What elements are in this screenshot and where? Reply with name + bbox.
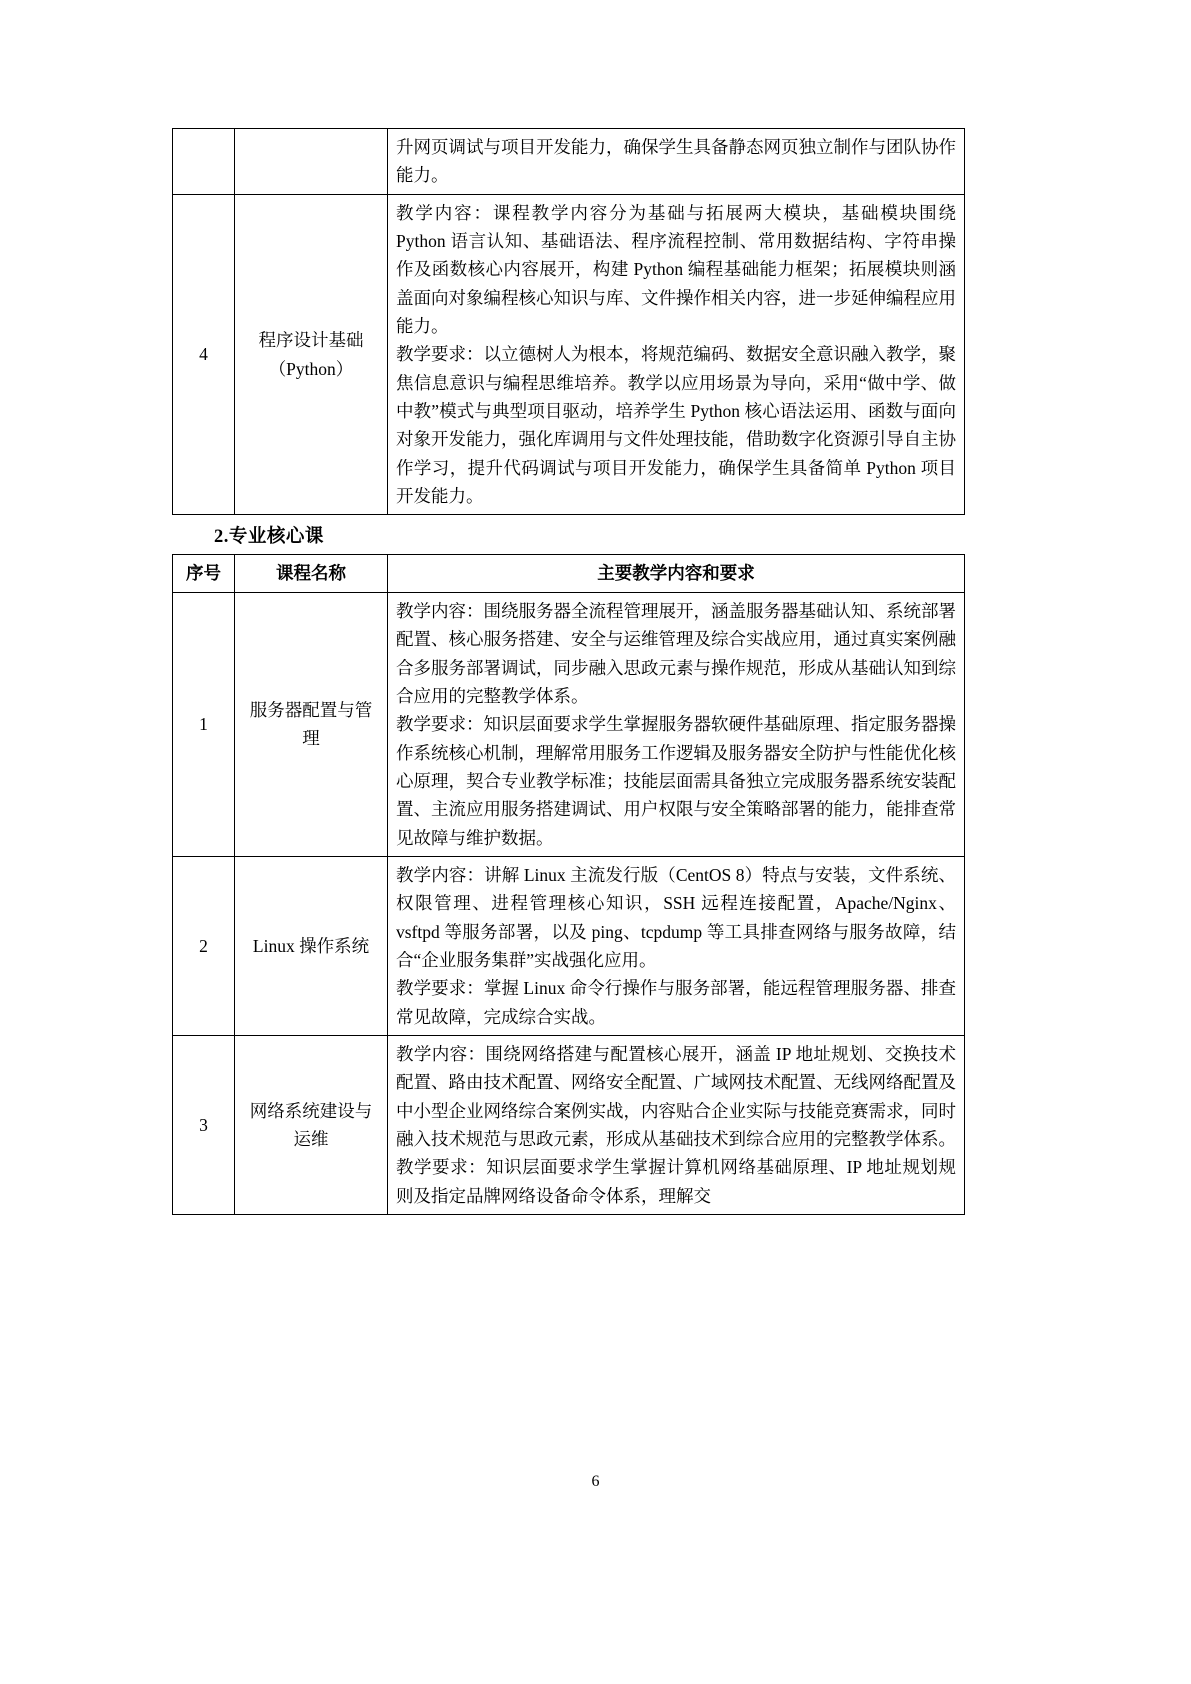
course-name (235, 129, 388, 195)
course-content (388, 856, 965, 1035)
table-row (173, 592, 965, 856)
row-number: 2 (173, 856, 235, 1035)
table-row (173, 856, 965, 1035)
content-paragraph: 教学要求：掌握 Linux 命令行操作与服务部署，能远程管理服务器、排查常见故障，完成综合实战。 (396, 978, 956, 1027)
course-content (388, 129, 965, 195)
column-header-no: 序号 (173, 555, 235, 592)
content-paragraph: 教学内容：课程教学内容分为基础与拓展两大模块，基础模块围绕 Python 语言认知、基础语法、程序流程控制、常用数据结构、字符串操作及函数核心内容展开，构建 Python 编程基础能力框架；拓展模块则涵盖面向对象编程核心知识与库、文件操作相关内容，进一步延伸编程应用能力。 (396, 202, 956, 337)
course-name: Linux 操作系统 (235, 856, 388, 1035)
course-name: 网络系统建设与运维 (235, 1035, 388, 1214)
course-name: 服务器配置与管理 (235, 592, 388, 856)
column-header-name: 课程名称 (235, 555, 388, 592)
content-paragraph: 教学要求：知识层面要求学生掌握计算机网络基础原理、IP 地址规划规则及指定品牌网络设备命令体系，理解交 (396, 1157, 956, 1206)
course-name: 程序设计基础（Python） (235, 194, 388, 515)
course-content (388, 194, 965, 515)
table-row (173, 194, 965, 515)
table-row (173, 129, 965, 195)
content-paragraph: 升网页调试与项目开发能力，确保学生具备静态网页独立制作与团队协作能力。 (396, 137, 956, 186)
page-number: 6 (591, 1473, 600, 1490)
content-paragraph: 教学内容：围绕网络搭建与配置核心展开，涵盖 IP 地址规划、交换技术配置、路由技术配置、网络安全配置、广域网技术配置、无线网络配置及中小型企业网络综合案例实战，内容贴合企业实际与技能竞赛需求，同时融入技术规范与思政元素，形成从基础技术到综合应用的完整教学体系。 (396, 1043, 956, 1149)
row-number (173, 129, 235, 195)
course-content (388, 1035, 965, 1214)
row-number: 1 (173, 592, 235, 856)
content-paragraph: 教学要求：以立德树人为根本，将规范编码、数据安全意识融入教学，聚焦信息意识与编程思维培养。教学以应用场景为导向，采用“做中学、做中教”模式与典型项目驱动，培养学生 Python 核心语法运用、函数与面向对象开发能力，强化库调用与文件处理技能，借助数字化资源引导自主协作学习，提升代码调试与项目开发能力，确保学生具备简单 Python 项目开发能力。 (396, 344, 956, 507)
content-paragraph: 教学内容：讲解 Linux 主流发行版（CentOS 8）特点与安装，文件系统、权限管理、进程管理核心知识，SSH 远程连接配置，Apache/Nginx、vsftpd 等服务部署，以及 ping、tcpdump 等工具排查网络与服务故障，结合“企业服务集群”实战强化应用。 (396, 864, 956, 970)
course-content (388, 592, 965, 856)
column-header-content: 主要教学内容和要求 (388, 555, 965, 592)
row-number: 3 (173, 1035, 235, 1214)
row-number: 4 (173, 194, 235, 515)
content-paragraph: 教学内容：围绕服务器全流程管理展开，涵盖服务器基础认知、系统部署配置、核心服务搭建、安全与运维管理及综合实战应用，通过真实案例融合多服务部署调试，同步融入思政元素与操作规范，形成从基础认知到综合应用的完整教学体系。 (396, 600, 956, 706)
core-course-table (172, 554, 965, 1215)
continued-course-table (172, 128, 965, 515)
table-header-row (173, 555, 965, 592)
table-row (173, 1035, 965, 1214)
content-paragraph: 教学要求：知识层面要求学生掌握服务器软硬件基础原理、指定服务器操作系统核心机制，理解常用服务工作逻辑及服务器安全防护与性能优化核心原理，契合专业教学标准；技能层面需具备独立完成服务器系统安装配置、主流应用服务搭建调试、用户权限与安全策略部署的能力，能排查常见故障与维护数据。 (396, 714, 956, 848)
section-heading: 2.专业核心课 (214, 527, 324, 548)
page-content (172, 128, 964, 1215)
